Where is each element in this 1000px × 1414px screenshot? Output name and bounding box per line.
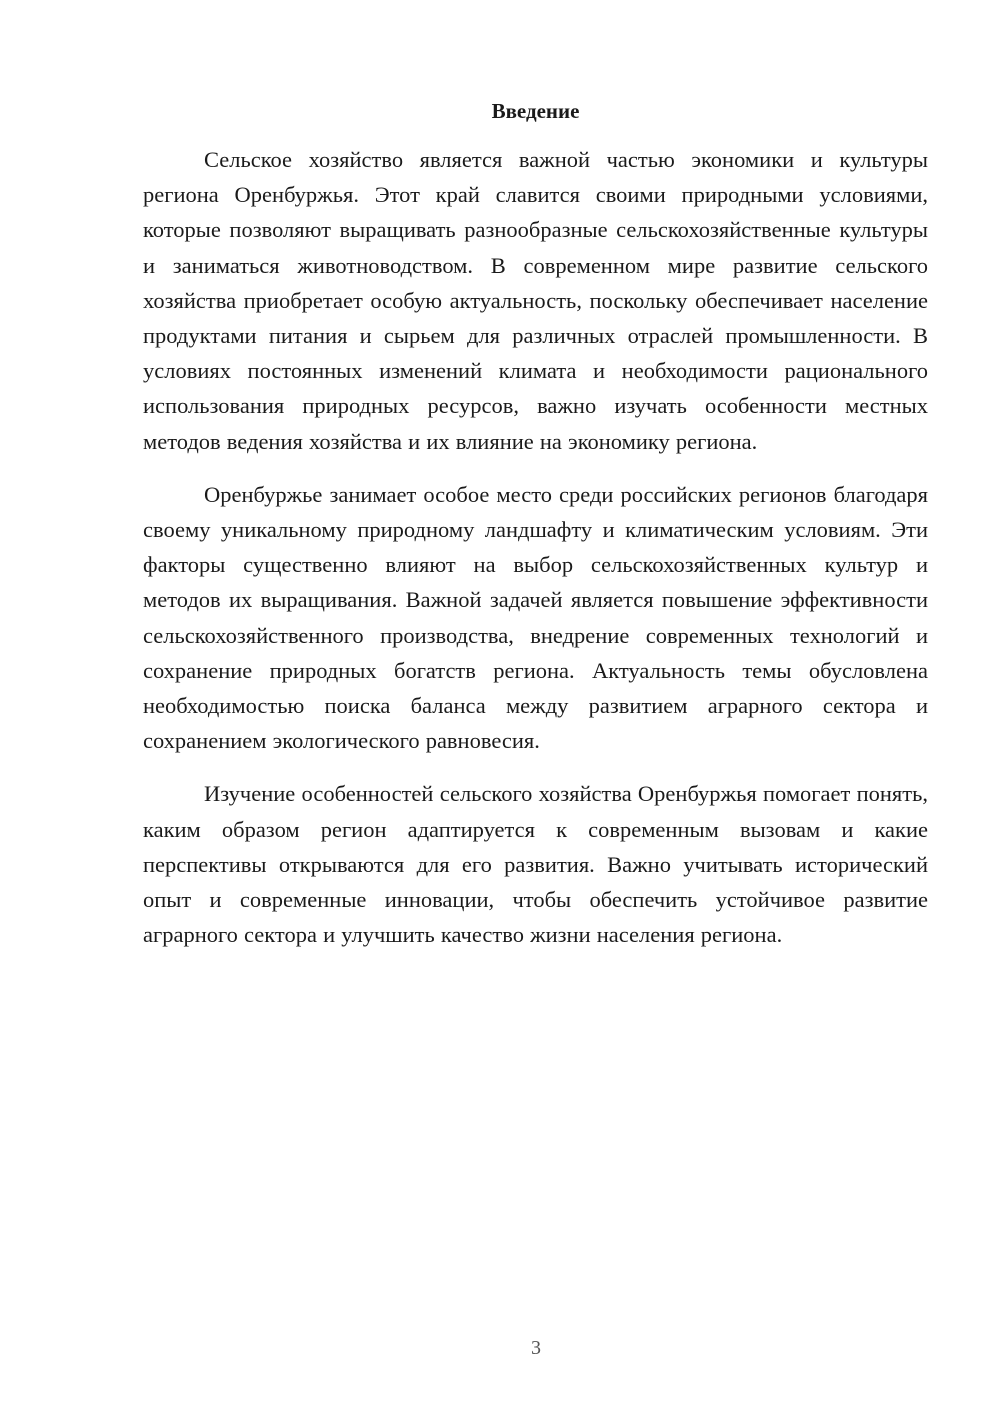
page-number: 3 xyxy=(531,1337,541,1359)
paragraph-1: Сельское хозяйство является важной частью экономики и культуры региона Оренбуржья. Этот край славится своими природными условиями, которые позволяют выращивать разнообразные сельскохозяйственные культуры и заниматься животноводством. В современном мире развитие сельского хозяйства приобретает особую актуальность, поскольку обеспечивает население продуктами питания и сырьем для различных отраслей промышленности. В условиях постоянных изменений климата и необходимости рационального использования природных ресурсов, важно изучать особенности местных методов ведения хозяйства и их влияние на экономику региона. xyxy=(143,147,928,454)
section-heading: Введение xyxy=(491,99,580,123)
paragraph-2: Оренбуржье занимает особое место среди российских регионов благодаря своему уникальному природному ландшафту и климатическим условиям. Эти факторы существенно влияют на выбор сельскохозяйственных культур и методов их выращивания. Важной задачей является повышение эффективности сельскохозяйственного производства, внедрение современных технологий и сохранение природных богатств региона. Актуальность темы обусловлена необходимостью поиска баланса между развитием аграрного сектора и сохранением экологического равновесия. xyxy=(143,481,928,754)
paragraph-3: Изучение особенностей сельского хозяйства Оренбуржья помогает понять, каким образом регион адаптируется к современным вызовам и какие перспективы открываются для его развития. Важно учитывать исторический опыт и современные инновации, чтобы обеспечить устойчивое развитие аграрного сектора и улучшить качество жизни населения региона. xyxy=(143,781,928,948)
body-text xyxy=(143,142,928,970)
